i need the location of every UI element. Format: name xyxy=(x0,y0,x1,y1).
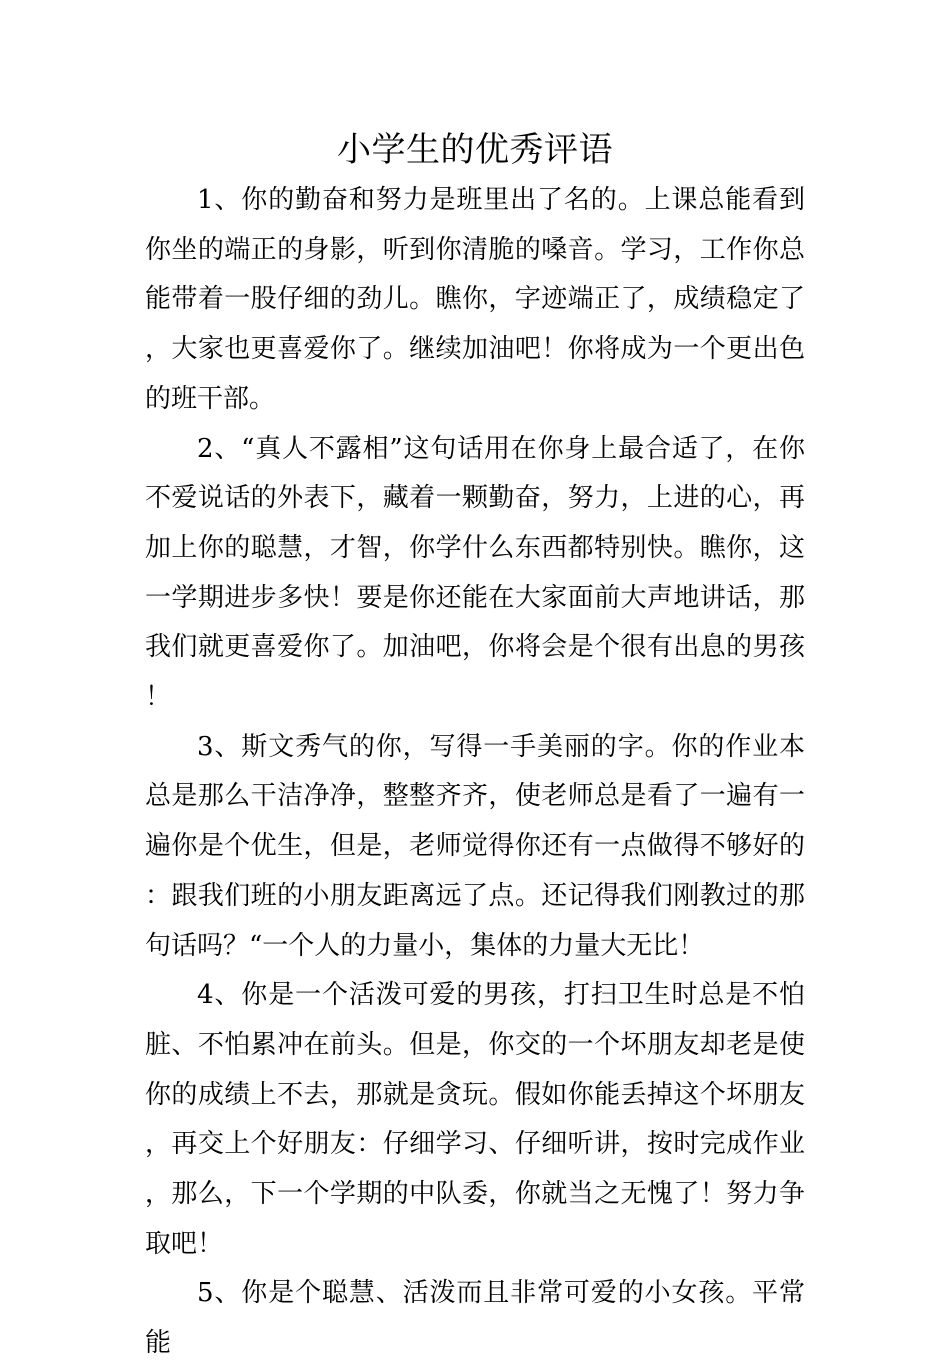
paragraph-1: 1、你的勤奋和努力是班里出了名的。上课总能看到你坐的端正的身影，听到你清脆的嗓音。学习，工作你总能带着一股仔细的劲儿。瞧你，字迹端正了，成绩稳定了，大家也更喜爱你了。继续加油吧！你将成为一个更出色的班干部。 xyxy=(145,185,805,414)
document-body xyxy=(145,176,805,1369)
paragraph-5: 5、你是个聪慧、活泼而且非常可爱的小女孩。平常能 xyxy=(145,1278,805,1359)
document-title: 小学生的优秀评语 xyxy=(337,130,613,170)
paragraph-4: 4、你是一个活泼可爱的男孩，打扫卫生时总是不怕脏、不怕累冲在前头。但是，你交的一个坏朋友却老是使你的成绩上不去，那就是贪玩。假如你能丢掉这个坏朋友，再交上个好朋友：仔细学习、仔细听讲，按时完成作业，那么，下一个学期的中队委，你就当之无愧了！努力争取吧！ xyxy=(145,980,805,1259)
paragraph-2: 2、“真人不露相”这句话用在你身上最合适了，在你不爱说话的外表下，藏着一颗勤奋，努力，上进的心，再加上你的聪慧，才智，你学什么东西都特别快。瞧你，这一学期进步多快！要是你还能在大家面前大声地讲话，那我们就更喜爱你了。加油吧，你将会是个很有出息的男孩！ xyxy=(145,433,805,713)
paragraph-3: 3、斯文秀气的你，写得一手美丽的字。你的作业本总是那么干洁净净，整整齐齐，使老师总是看了一遍有一遍你是个优生，但是，老师觉得你还有一点做得不够好的：跟我们班的小朋友距离远了点。还记得我们刚教过的那句话吗？“一个人的力量小，集体的力量大无比！ xyxy=(145,731,805,961)
